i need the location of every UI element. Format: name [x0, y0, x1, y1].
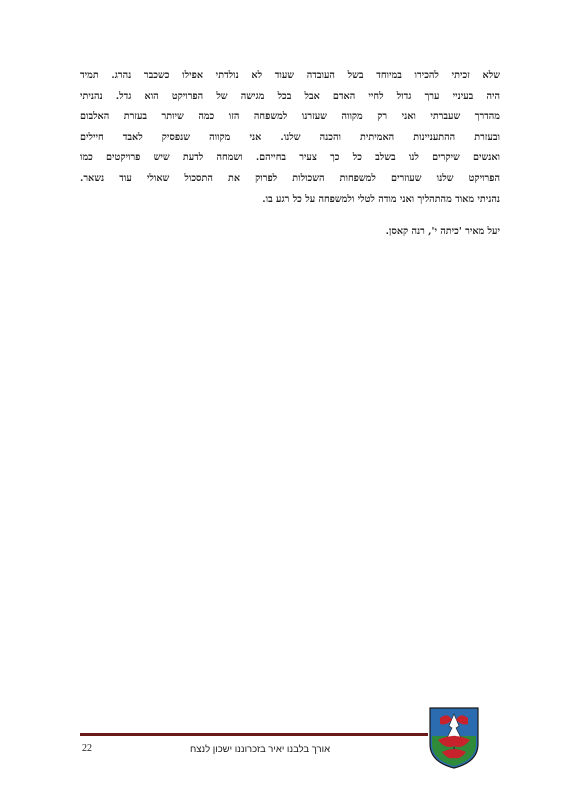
body-line: ובעזרת ההתעניינות האמיתית והכנה שלנו. אני מקווה שנפסיק לאבד חיילים — [80, 131, 500, 143]
footer-title: אורך בלבנו יאיר בזכרוננו ישכון לנצח — [189, 744, 331, 755]
body-line: ואנשים שיקרים לנו בשלב כל כך צעיר בחייהם. ושמחה לדעת שיש פרויקטים כמו — [80, 152, 500, 164]
body-line: מהדרך שעברתי ואני רק מקווה שעזרנו למשפחה הזו כמה שיותר בעזרת האלבום — [80, 111, 500, 123]
unit-emblem-icon — [428, 706, 480, 770]
footer-rule — [80, 733, 428, 736]
body-line: שלא זכיתי להכירו במיוחד בשל העובדה שעוד לא נולדתי אפילו כשכבר נהרג. תמיד — [80, 70, 500, 81]
body-line: נהניתי מאוד מהתהליך ואני מודה לטלי ולמשפחה על כל רגע בו. — [262, 193, 500, 205]
body-paragraph — [80, 66, 500, 210]
body-line: הפרויקט שלנו שעוזרים למשפחות השכולות לפרוק את התסכול שאולי עוד נשאר. — [80, 172, 500, 184]
page-number: 22 — [82, 743, 92, 754]
body-line: היה בעיניי ערך גדול לחיי האדם אבל בכל מגישה של הפרויקט הוא גדל. נהניתי — [80, 90, 500, 102]
signature: יעל מאיר 'כיתה י', רנה קאסן. — [385, 226, 500, 237]
